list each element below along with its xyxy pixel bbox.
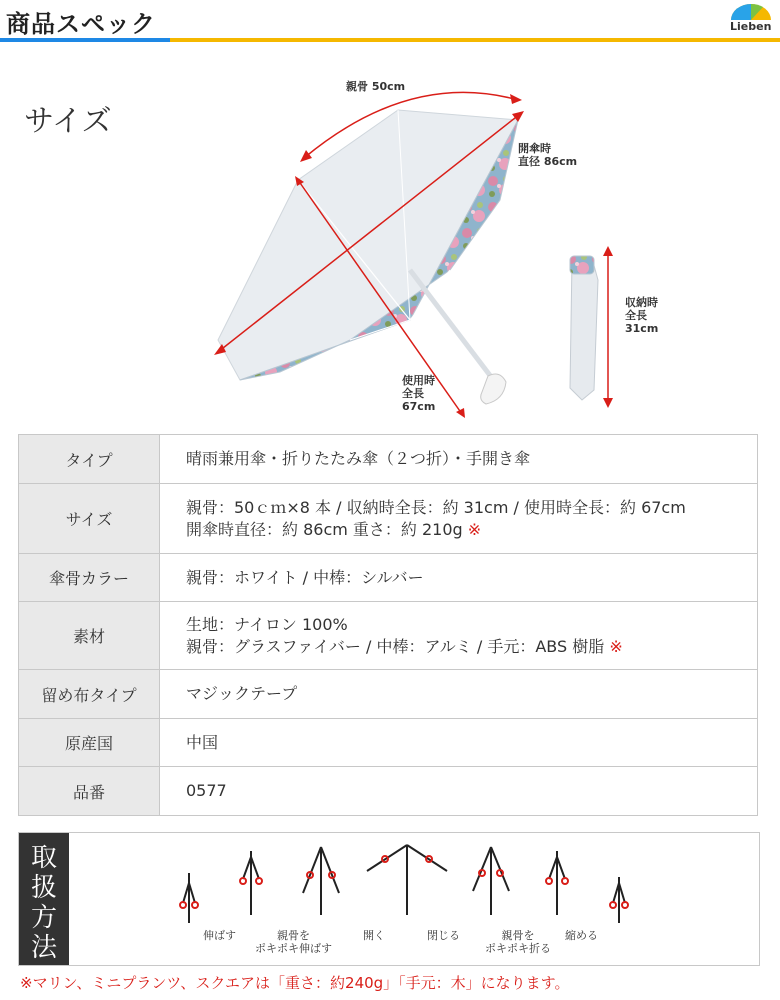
open-diameter-label-line2: 直径 86cm	[518, 155, 578, 168]
size-value-line1: 親骨：50ｃｍ×8 本 / 収納時全長：約 31cm / 使用時全長：約 67cm	[186, 497, 686, 517]
spec-key-closure: 留め布タイプ	[19, 670, 160, 719]
table-row	[19, 767, 758, 816]
care-step-extend: 伸ばす	[203, 929, 236, 942]
care-step-fold-ribs-line2: ポキポキ折る	[485, 942, 551, 955]
rib-length-label: 親骨 50cm	[346, 80, 406, 93]
care-step-extend-ribs-line1: 親骨を	[277, 929, 310, 942]
spec-value-color: 親骨：ホワイト / 中棒：シルバー	[160, 554, 758, 602]
umbrella-illustration	[200, 70, 680, 430]
brand-logo-text: Lieben	[730, 20, 772, 33]
care-step-fold-ribs	[485, 929, 551, 955]
care-step-shorten: 縮める	[565, 929, 598, 942]
care-label-char: 法	[30, 933, 57, 963]
material-value-line2-text: 親骨：グラスファイバー / 中棒：アルミ / 手元：ABS 樹脂	[186, 636, 605, 656]
spec-key-size: サイズ	[19, 484, 160, 554]
open-diameter-label-line1: 開傘時	[518, 142, 551, 155]
care-label-char: 方	[30, 903, 57, 933]
spec-key-material: 素材	[19, 602, 160, 670]
size-section-title: サイズ	[24, 104, 112, 139]
footnote: ※マリン、ミニプランツ、スクエアは「重さ：約240g」「手元：木」になります。	[20, 974, 570, 992]
table-row	[19, 435, 758, 484]
page-header	[0, 0, 780, 44]
spec-value-type: 晴雨兼用傘・折りたたみ傘（２つ折）・手開き傘	[160, 435, 758, 484]
spec-value-size	[160, 484, 758, 554]
spec-value-closure: マジックテープ	[160, 670, 758, 719]
table-row	[19, 670, 758, 719]
use-length-label	[402, 374, 435, 413]
care-label-char: 扱	[30, 873, 57, 903]
care-step-close: 閉じる	[427, 929, 460, 942]
size-value-line2-text: 開傘時直径：約 86cm 重さ：約 210g	[186, 519, 463, 539]
care-step-open: 開く	[363, 929, 385, 942]
size-value-line2	[186, 519, 756, 541]
material-value-line2	[186, 636, 756, 658]
material-note-mark: ※	[609, 636, 623, 656]
spec-key-type: タイプ	[19, 435, 160, 484]
care-label	[19, 833, 69, 965]
header-underline-yellow	[170, 38, 780, 42]
header-underline-blue	[0, 38, 170, 42]
table-row	[19, 484, 758, 554]
folded-length-label-line2: 全長	[625, 309, 647, 322]
page-title: 商品スペック	[6, 10, 156, 38]
spec-value-material	[160, 602, 758, 670]
table-row	[19, 554, 758, 602]
spec-key-origin: 原産国	[19, 719, 160, 767]
care-step-fold-ribs-line1: 親骨を	[501, 929, 535, 942]
care-instructions	[18, 832, 760, 966]
spec-key-model: 品番	[19, 767, 160, 816]
care-step-extend-ribs	[255, 929, 332, 955]
care-label-char: 取	[30, 843, 57, 873]
spec-value-model: 0577	[160, 767, 758, 816]
folded-length-label	[625, 296, 658, 335]
umbrella-size-diagram	[200, 70, 680, 430]
spec-table	[18, 434, 758, 816]
folded-length-label-line1: 収納時	[625, 296, 658, 309]
spec-key-color: 傘骨カラー	[19, 554, 160, 602]
use-length-label-line1: 使用時	[402, 374, 435, 387]
care-step-extend-ribs-line2: ポキポキ伸ばす	[255, 942, 332, 955]
care-steps-illustration	[179, 843, 639, 933]
spec-value-origin: 中国	[160, 719, 758, 767]
size-note-mark: ※	[467, 519, 482, 539]
material-value-line1: 生地：ナイロン 100%	[186, 614, 348, 634]
open-diameter-label	[518, 142, 577, 168]
use-length-label-line3: 67cm	[402, 400, 436, 413]
table-row	[19, 602, 758, 670]
table-row	[19, 719, 758, 767]
use-length-label-line2: 全長	[402, 387, 424, 400]
folded-length-label-line3: 31cm	[625, 322, 659, 335]
